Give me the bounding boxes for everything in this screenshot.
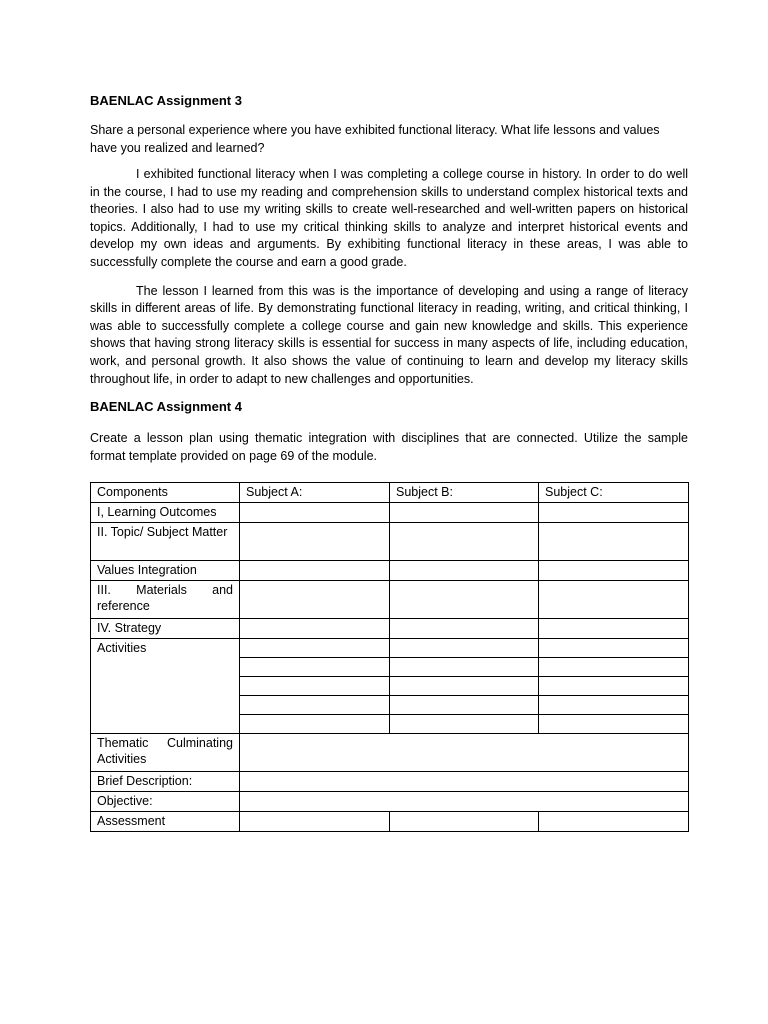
assignment-3-paragraph: I exhibited functional literacy when I was completing a college course in history. In order to do well in the course, I had to use my reading and comprehension skills to understand complex historical texts and theories. I also had to use my writing skills to create well-researched and well-written papers on historical topics. Additionally, I had to use my critical thinking skills to analyze and interpret historical events and develop my own ideas and arguments. By exhibiting functional literacy in these areas, I was able to successfully complete the course and earn a good grade. (90, 167, 688, 269)
table-cell (539, 639, 689, 658)
table-row (91, 639, 689, 658)
table-row (91, 503, 689, 523)
table-cell (390, 581, 539, 619)
table-cell (240, 792, 689, 812)
table-cell (539, 677, 689, 696)
table-cell (539, 523, 689, 561)
table-cell (539, 561, 689, 581)
row-label-objective: Objective: (91, 792, 240, 812)
table-cell (240, 812, 390, 832)
header-subject-a: Subject A: (240, 483, 390, 503)
table-cell (539, 696, 689, 715)
table-cell (539, 715, 689, 734)
table-cell (390, 561, 539, 581)
table-cell (240, 772, 689, 792)
row-label-topic: II. Topic/ Subject Matter (91, 523, 240, 561)
row-label-assessment: Assessment (91, 812, 240, 832)
table-cell (539, 619, 689, 639)
table-cell (539, 581, 689, 619)
table-cell (240, 503, 390, 523)
table-cell (390, 812, 539, 832)
table-cell (240, 639, 390, 658)
assignment-3-title: BAENLAC Assignment 3 (90, 93, 242, 108)
assignment-4-prompt: Create a lesson plan using thematic integration with disciplines that are connected. Utilize the sample format template provided on page 69 of the module. (90, 431, 688, 464)
header-components: Components (91, 483, 240, 503)
header-subject-b: Subject B: (390, 483, 539, 503)
table-cell (390, 696, 539, 715)
header-subject-c: Subject C: (539, 483, 689, 503)
table-cell (240, 619, 390, 639)
table-row (91, 581, 689, 619)
assignment-3-prompt: Share a personal experience where you have exhibited functional literacy. What life lessons and values have you realized and learned? (90, 123, 660, 155)
table-cell (539, 812, 689, 832)
table-header-row (91, 483, 689, 503)
row-label-thematic: Thematic Culminating Activities (91, 734, 240, 772)
document-page (90, 92, 688, 832)
table-cell (390, 677, 539, 696)
table-cell (390, 715, 539, 734)
table-cell (240, 734, 689, 772)
table-cell (390, 658, 539, 677)
table-cell (240, 658, 390, 677)
table-cell (390, 619, 539, 639)
lesson-plan-table (90, 482, 689, 832)
table-cell (240, 715, 390, 734)
table-cell (539, 658, 689, 677)
table-row (91, 772, 689, 792)
assignment-3-paragraph: The lesson I learned from this was is the importance of developing and using a range of literacy skills in different areas of life. By demonstrating functional literacy in reading, writing, and critical thinking, I was able to successfully complete a college course and gain new knowledge and skills. This experience shows that having strong literacy skills is essential for success in many aspects of life, including education, work, and personal growth. It also shows the value of continuing to learn and develop my literacy skills throughout life, in order to adapt to new challenges and opportunities. (90, 283, 688, 386)
table-row (91, 561, 689, 581)
table-cell (240, 677, 390, 696)
table-cell (240, 523, 390, 561)
table-cell (240, 561, 390, 581)
table-cell (390, 639, 539, 658)
table-row (91, 734, 689, 772)
assignment-4-title: BAENLAC Assignment 4 (90, 399, 242, 415)
row-label-values: Values Integration (91, 561, 240, 581)
table-cell (539, 503, 689, 523)
row-label-strategy: IV. Strategy (91, 619, 240, 639)
table-row (91, 812, 689, 832)
table-cell (240, 581, 390, 619)
row-label-materials: III. Materials and reference (91, 581, 240, 619)
table-cell (390, 523, 539, 561)
table-row (91, 792, 689, 812)
row-label-activities: Activities (91, 639, 240, 734)
row-label-learning-outcomes: I, Learning Outcomes (91, 503, 240, 523)
table-cell (390, 503, 539, 523)
table-row (91, 523, 689, 561)
row-label-brief-description: Brief Description: (91, 772, 240, 792)
table-cell (240, 696, 390, 715)
table-row (91, 619, 689, 639)
